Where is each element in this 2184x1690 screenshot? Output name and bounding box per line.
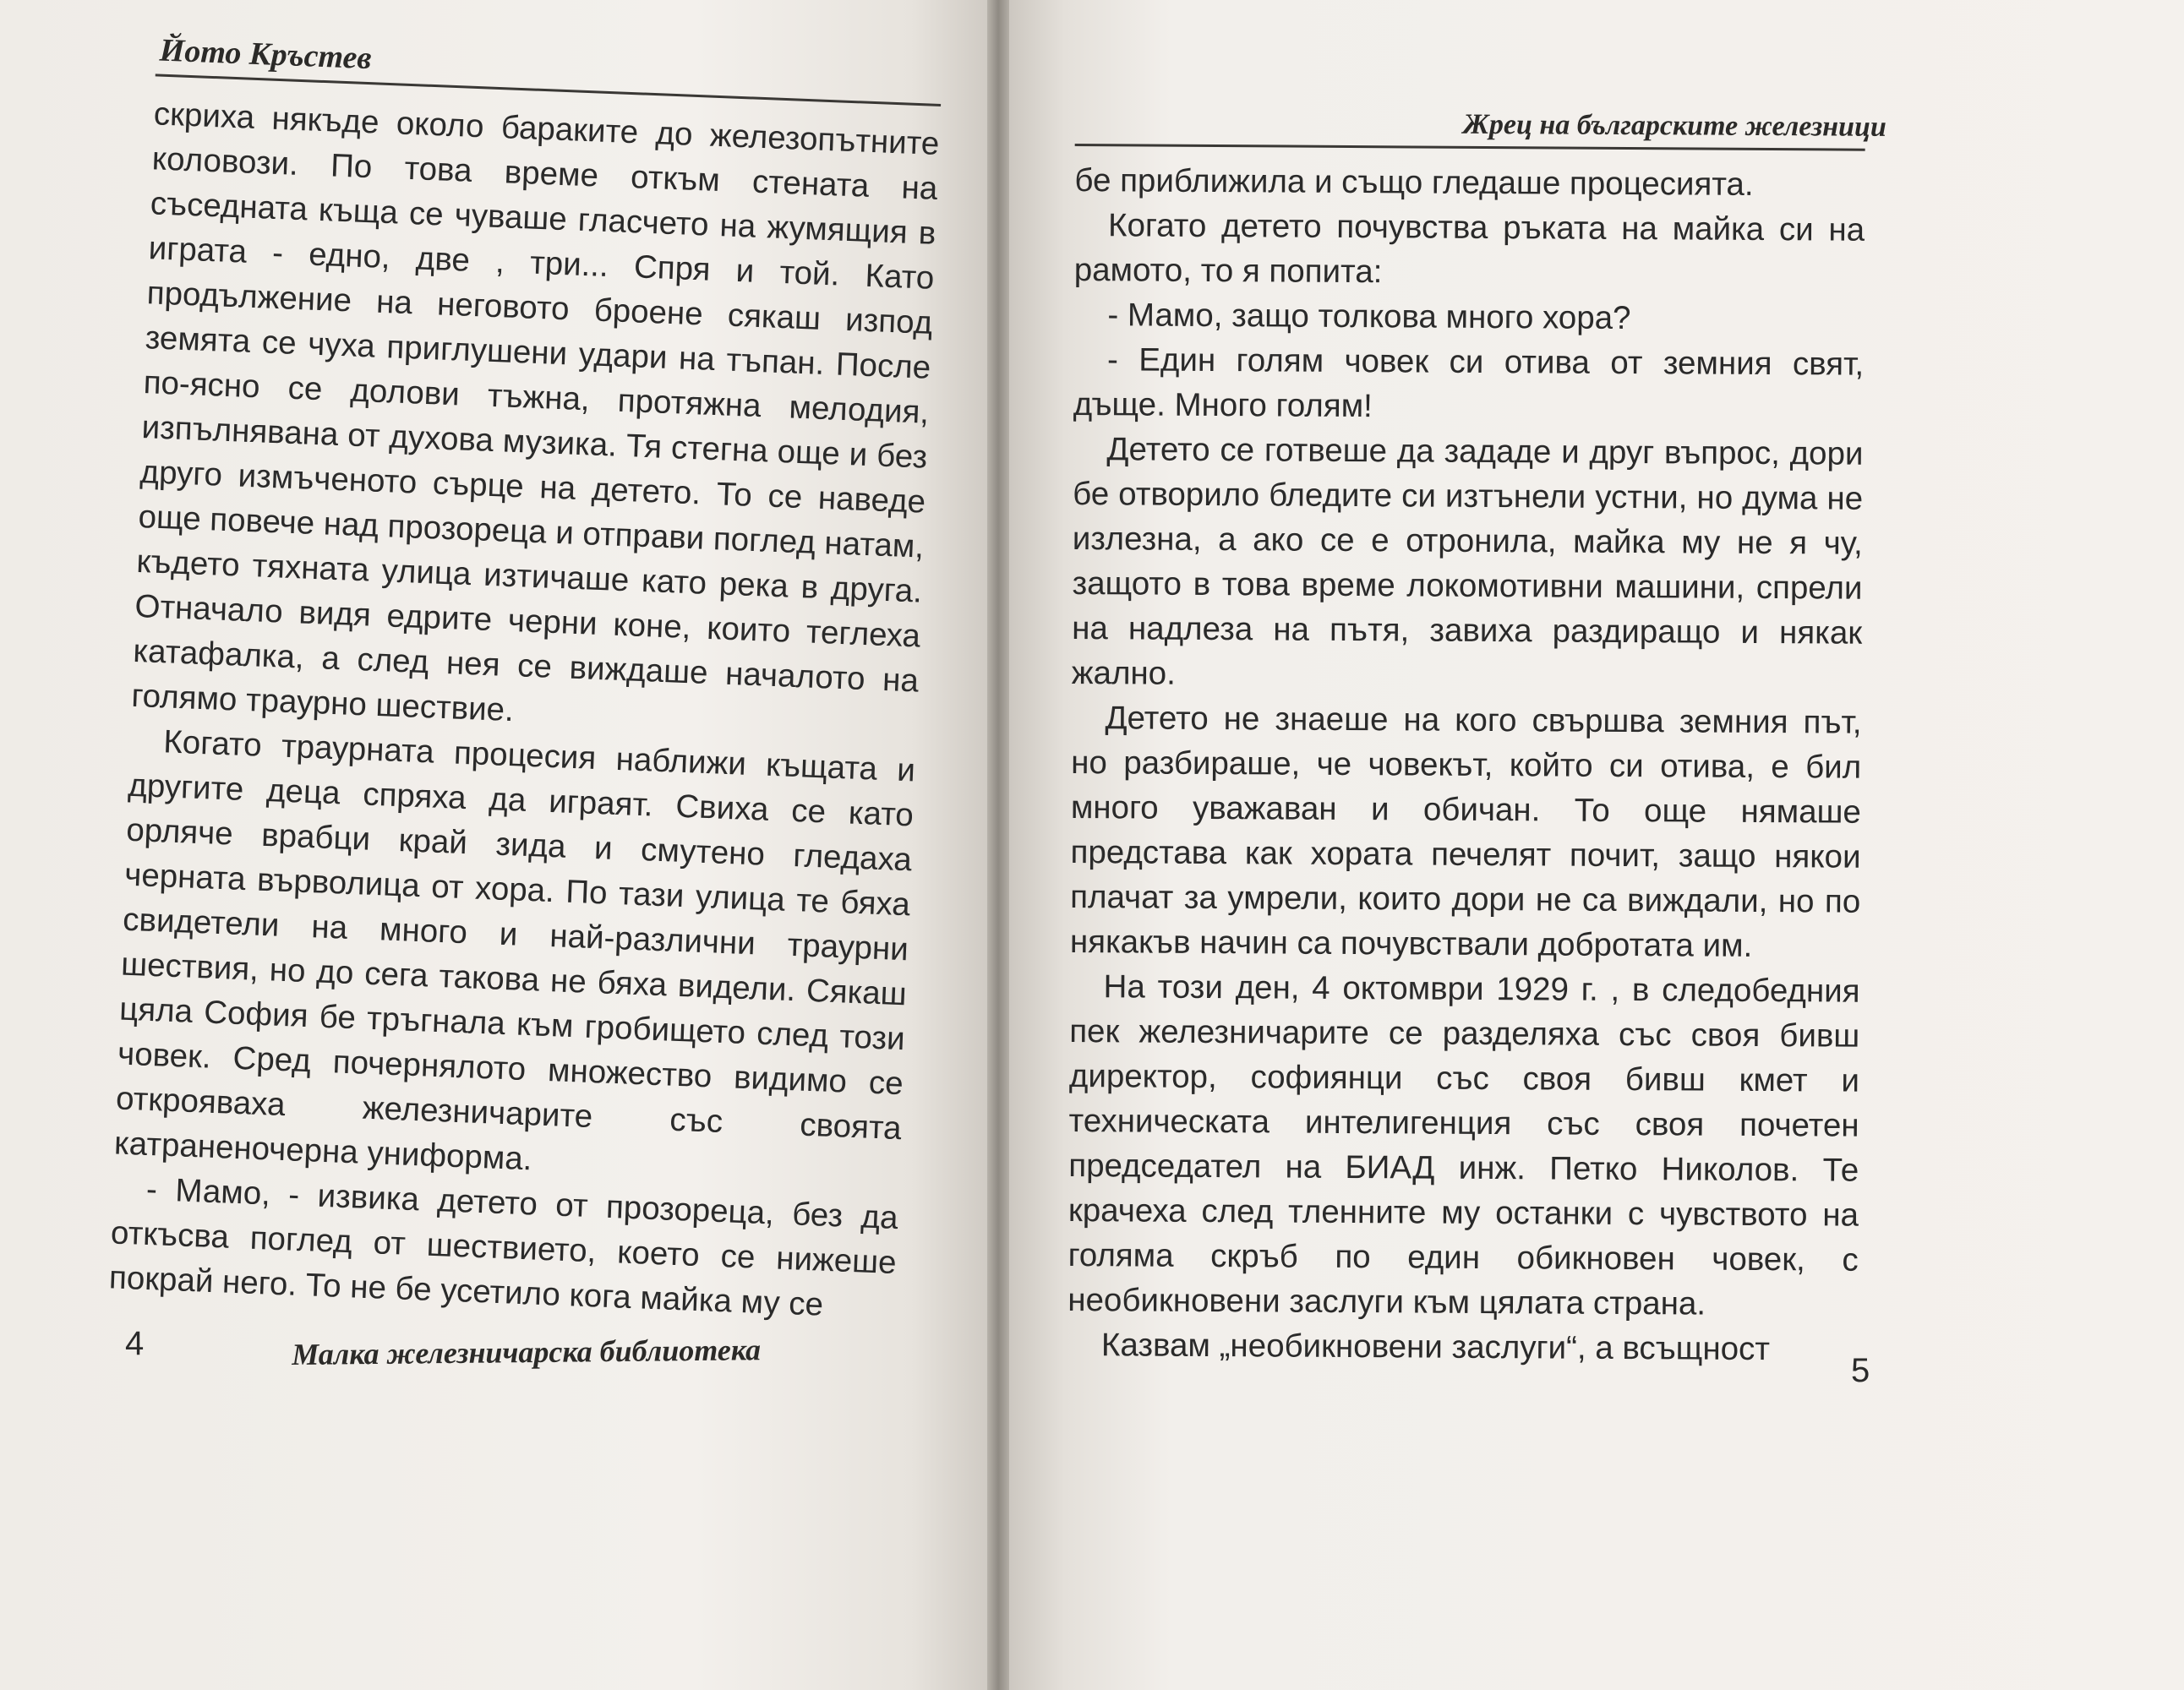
paragraph: Детето се готвеше да зададе и друг въпрос, дори бе отворило бледите си изтънели устни, но дума не излезна, а ако се е отронила, майка му не я чу, защото в това време локомотивни машини, спрели на надлеза на пътя, завиха раздиращо и някак жално. — [1071, 431, 1864, 692]
book-gutter — [987, 0, 1009, 1690]
paragraph: бе приближила и също гледаше процесията. — [1074, 161, 1754, 203]
paragraph: скриха някъде около бараките до железопътните коловози. По това време откъм стената на съседната къща се чуваше гласчето на жумящия в играта - едно, две , три... Спря и той. Като продължение на неговото броене сякаш изпод земята се чуха приглушени удари на тъпан. После по-ясно се долови тъжна, протяжна мелодия, изпълнявана от духова музика. Тя стегна още и без друго измъченото сърце на детето. То се наведе още повече над прозореца и отправи поглед натам, където тяхната улица изтичаше като река в друга. Отначало видя едрите черни коне, които теглеха катафалка, а след нея се виждаше началото на голямо траурно шествие. — [130, 95, 941, 729]
right-page-content — [1067, 101, 1886, 1425]
left-running-head: Йото Кръстев — [159, 32, 373, 77]
paragraph: - Мамо, защо толкова много хора? — [1107, 297, 1631, 337]
paragraph: Детето не знаеше на кого свършва земния път, но разбираше, че човекът, който си отива, е бил много уважаван и обичан. То още нямаше представа как хората печелят почит, защо някои плачат за умрели, които дори не са виждали, но по някакъв начин са почувствали добротата им. — [1069, 700, 1862, 964]
paragraph: Когато траурната процесия наближи къщата и другите деца спряха да играят. Свиха се като орляче врабци край зида и смутено гледаха черната върволица от хора. По тази улица те бяха свидетели на много и най-различни траурни шествия, но до сега такова не бяха видели. Сякаш цяла София бе тръгнала към гробището след този човек. Сред почернялото множество видимо се открояваха железничарите със своята катраненочерна униформа. — [113, 723, 916, 1178]
paragraph: Когато детето почувства ръката на майка си на рамото, то я попита: — [1073, 207, 1865, 291]
right-running-head: Жрец на българските железници — [1462, 108, 1886, 143]
left-footer-series-title: Малка железничарска библиотека — [292, 1333, 762, 1371]
paragraph: На този ден, 4 октомври 1929 г. , в следобедния пек железничарите се разделяха със своя бивш директор, софиянци със своя бивш кмет и техническата интелигенция със своя почетен председател на БИАД инж. Петко Николов. Те крачеха след тленните му останки с чувството на голяма скръб по един обикновен човек, с необикновени заслуги към цялата страна. — [1067, 968, 1860, 1322]
paragraph: - Един голям човек си отива от земния свят, дъще. Много голям! — [1073, 341, 1865, 425]
right-page-number: 5 — [1851, 1352, 1870, 1389]
left-page-number: 4 — [125, 1325, 145, 1362]
paragraph: Казвам „необикновени заслуги“, а всъщност — [1100, 1327, 1771, 1368]
paragraph: - Мамо, - извика детето от прозореца, без да откъсва поглед от шествието, което се нижеше покрай него. То не бе усетило кога майка му се — [108, 1170, 899, 1323]
left-page-content — [74, 25, 963, 1442]
right-body-text — [1067, 158, 1865, 1372]
left-body-text — [108, 91, 940, 1330]
